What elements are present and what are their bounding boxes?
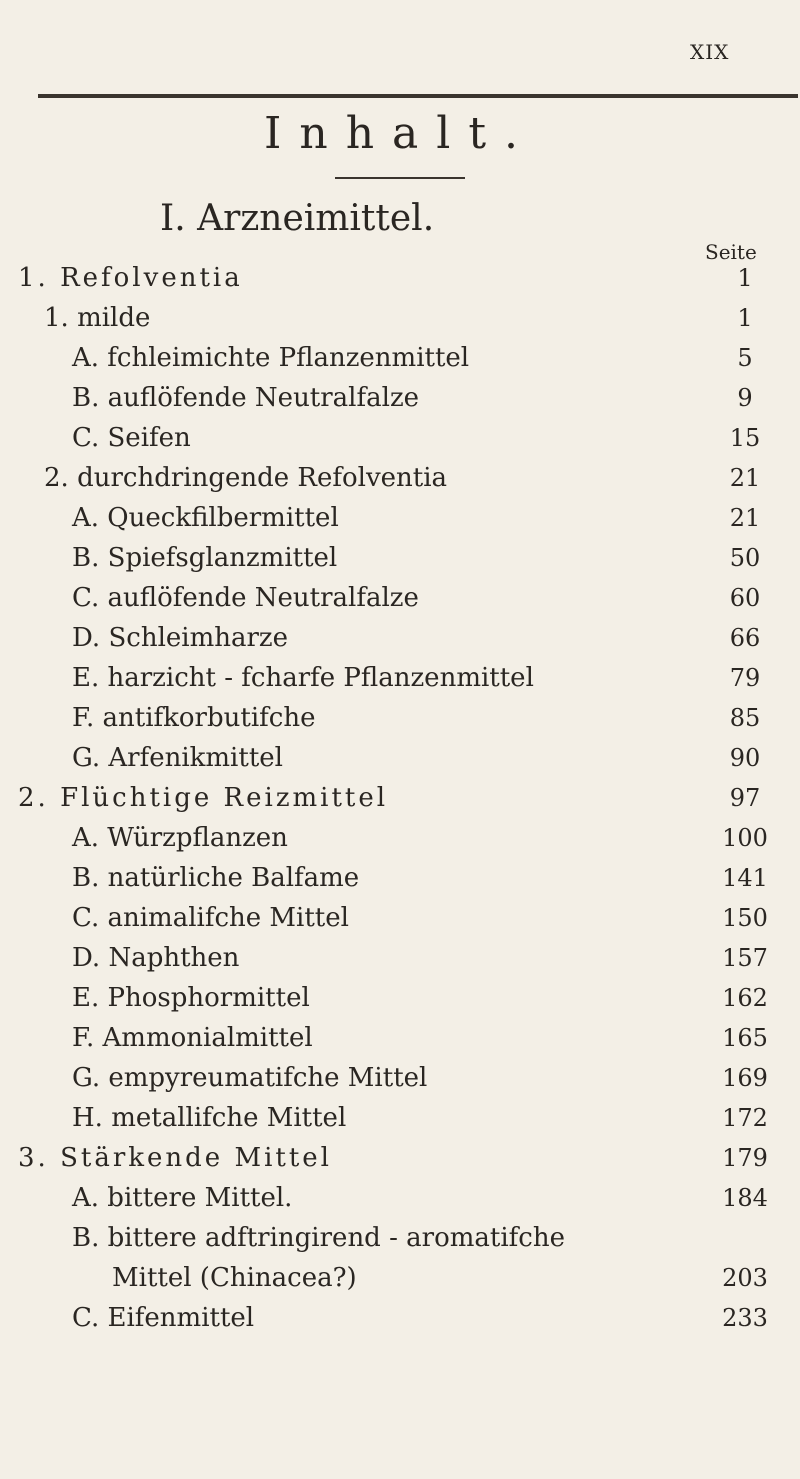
toc-entry [0,698,800,738]
toc-page-number: 21 [729,504,761,532]
toc-label: C. animalifche Mittel [72,903,349,933]
toc-page-number: 21 [729,464,761,492]
toc-entry [0,378,800,418]
toc-page-number: 150 [722,904,768,932]
toc-entry [0,778,800,818]
toc-page-number: 179 [722,1144,768,1172]
toc-label: B. auflöfende Neutralfalze [72,383,420,413]
toc-entry [0,1098,800,1138]
toc-page-number: 165 [722,1024,768,1052]
section-heading: I. Arzneimittel. [160,198,435,239]
toc-label: E. Phosphormittel [72,983,310,1013]
toc-entry [0,818,800,858]
toc-label: F. Ammonialmittel [72,1023,313,1053]
toc-label: D. Schleimharze [72,623,288,653]
toc-page-number: 79 [729,664,761,692]
toc-page-number: 97 [729,784,761,812]
toc-label: G. empyreumatifche Mittel [72,1063,428,1093]
toc-entry [0,498,800,538]
toc-page-number: 50 [729,544,761,572]
toc-entry [0,738,800,778]
toc-label: F. antifkorbutifche [72,703,316,733]
toc-label: A. bittere Mittel. [72,1183,293,1213]
toc-entry [0,458,800,498]
toc-entry [0,1058,800,1098]
toc-entry [0,578,800,618]
toc-entry [0,538,800,578]
toc-entry [0,1298,800,1338]
toc-page-number: 172 [722,1104,768,1132]
toc-label: 2. durchdringende Refolventia [44,463,448,493]
toc-page-number: 60 [729,584,761,612]
toc-label: Mittel (Chinacea?) [112,1263,357,1293]
toc-entry [0,1178,800,1218]
toc-entry [0,898,800,938]
toc-label: C. Seifen [72,423,191,453]
page-title: Inhalt. [263,108,537,159]
toc-entry [0,1258,800,1298]
page-folio: XIX [690,40,730,64]
toc-page-number: 1 [737,264,753,292]
toc-page-number: 85 [729,704,761,732]
toc-page-number: 15 [729,424,761,452]
toc-label: 3. Stärkende Mittel [18,1143,332,1173]
toc-label: E. harzicht - fcharfe Pflanzenmittel [72,663,534,693]
toc-page-number: 100 [722,824,768,852]
title-rule [335,177,465,179]
toc-page-number: 141 [722,864,768,892]
toc-entry [0,298,800,338]
toc-page-number: 162 [722,984,768,1012]
toc-entry [0,1018,800,1058]
toc-entry [0,858,800,898]
toc-entry [0,1138,800,1178]
toc-label: 2. Flüchtige Reizmittel [18,783,389,813]
toc-label: B. bittere adftringirend - aromatifche [72,1223,565,1253]
toc-label: B. natürliche Balfame [72,863,360,893]
toc-label: B. Spiefsglanzmittel [72,543,338,573]
page-column-label: Seite [705,240,757,264]
toc-label: A. Würzpflanzen [72,823,288,853]
toc-page-number: 90 [729,744,761,772]
toc-page-number: 157 [722,944,768,972]
header-rule [38,94,798,98]
toc-entry [0,418,800,458]
toc-entry [0,658,800,698]
toc-page-number: 5 [737,344,753,372]
toc-label: 1. milde [44,303,151,333]
toc-entry [0,618,800,658]
toc-label: C. Eifenmittel [72,1303,255,1333]
toc-label: G. Arfenikmittel [72,743,283,773]
toc-page-number: 66 [729,624,761,652]
toc-page-number: 169 [722,1064,768,1092]
toc-entry [0,1218,800,1258]
toc-label: A. Queckfilbermittel [72,503,339,533]
toc-label: 1. Refolventia [18,263,243,293]
toc-entry [0,258,800,298]
toc-page-number: 184 [722,1184,768,1212]
toc-label: A. fchleimichte Pflanzenmittel [72,343,470,373]
toc-label: D. Naphthen [72,943,240,973]
toc-page-number: 203 [722,1264,768,1292]
toc-entry [0,338,800,378]
toc-page-number: 9 [737,384,753,412]
toc-label: H. metallifche Mittel [72,1103,347,1133]
toc-page-number: 233 [722,1304,768,1332]
toc-label: C. auflöfende Neutralfalze [72,583,419,613]
toc-entry [0,938,800,978]
toc-page-number: 1 [737,304,753,332]
toc-entry [0,978,800,1018]
